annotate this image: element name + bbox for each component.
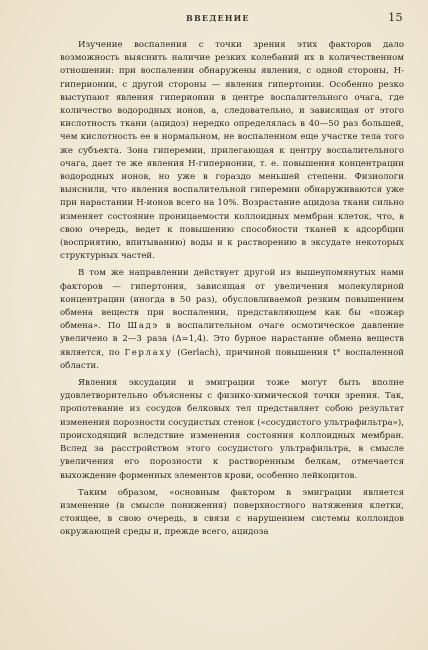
text-run: Изучение воспаления с точки зрения этих факторов дало возможность выяснить наличие резких колебаний их в количественном отношении: при воспалении обнаружены явления, с одной стороны, H-гиперионии, с другой стороны — явления гипертонии. Особенно резко выступают явления гиперионии в центре воспалительного очага, где количество водородных ионов, а, следовательно, и зависящая от этого кислотность ткани (ацидоз) нередко определялась в 40—50 раз большей, чем кислотность ее в нормальном, не воспаленном еще участке тела того же субъекта. Зона гиперемии, прилегающая к центру воспалительного очага, дает те же явления H-гиперионии, т. е. повышения концентрации водородных ионов, но уже в гораздо меньшей степени. Физиологи выяснили, что явления воспалительной гиперемии обнаруживаются уже при нарастании H-ионов всего на 10%. Возрастание ацидоза ткани сильно изменяет состояние проницаемости коллоидных мембран клеток, что, в свою очередь, ведет к повышению способности тканей к адсорбции (восприятию, впитыванию) воды и к растворению в эксудате некоторых структурных частей. [60,40,404,262]
paragraph [60,377,404,483]
page-number: 15 [388,10,403,24]
text-run: в воспалительном очаге осмотическое давление увеличено в 2—3 раза (Δ=1,4). Это бурное нарастание обмена веществ является, по [60,321,404,358]
text-run: Таким образом, «основным фактором в эмиграции является изменение (в смысле понижения) поверхностного натяжения клетки, стоящее, в свою очередь, в связи с нарушением системы коллоидов окружающей среды и, прежде всего, ацидоза [60,487,404,538]
paragraph [60,39,404,263]
paragraph [60,487,404,540]
author-name: Шадэ [127,321,159,332]
body-text [60,39,404,540]
paragraph [60,267,404,373]
text-run: Явления эксудации и эмиграции тоже могут быть вполне удовлетворительно объяснены с физико-химической точки зрения. Так, пропотевание из сосудов белковых тел представляет собою результат изменения порозности сосудистых стенок («сосудистого ультрафильтра»), происходящий вследствие изменения состояния коллоидных мембран. Вслед за расстройством этого сосудистого ультрафильтра, в смысле увеличения его порозности к растворенным белкам, отмечается выхождение форменных элементов крови, особенно лейкоцитов. [60,378,404,481]
page-header [0,10,428,26]
text-run: В том же направлении действует другой из вышеупомянутых нами факторов — гипертония, зависящая от увеличения молекулярной концентрации (иногда в 50 раз), обусловливаемой резким повышением обмена веществ при воспалении, представляющем как бы «пожар обмена». По [60,268,404,332]
author-name: Герлаху [124,347,173,358]
text-run: (Gerlach), причиной повышения t° воспаленной области. [60,347,404,371]
running-head: ВВЕДЕНИЕ [186,13,250,23]
